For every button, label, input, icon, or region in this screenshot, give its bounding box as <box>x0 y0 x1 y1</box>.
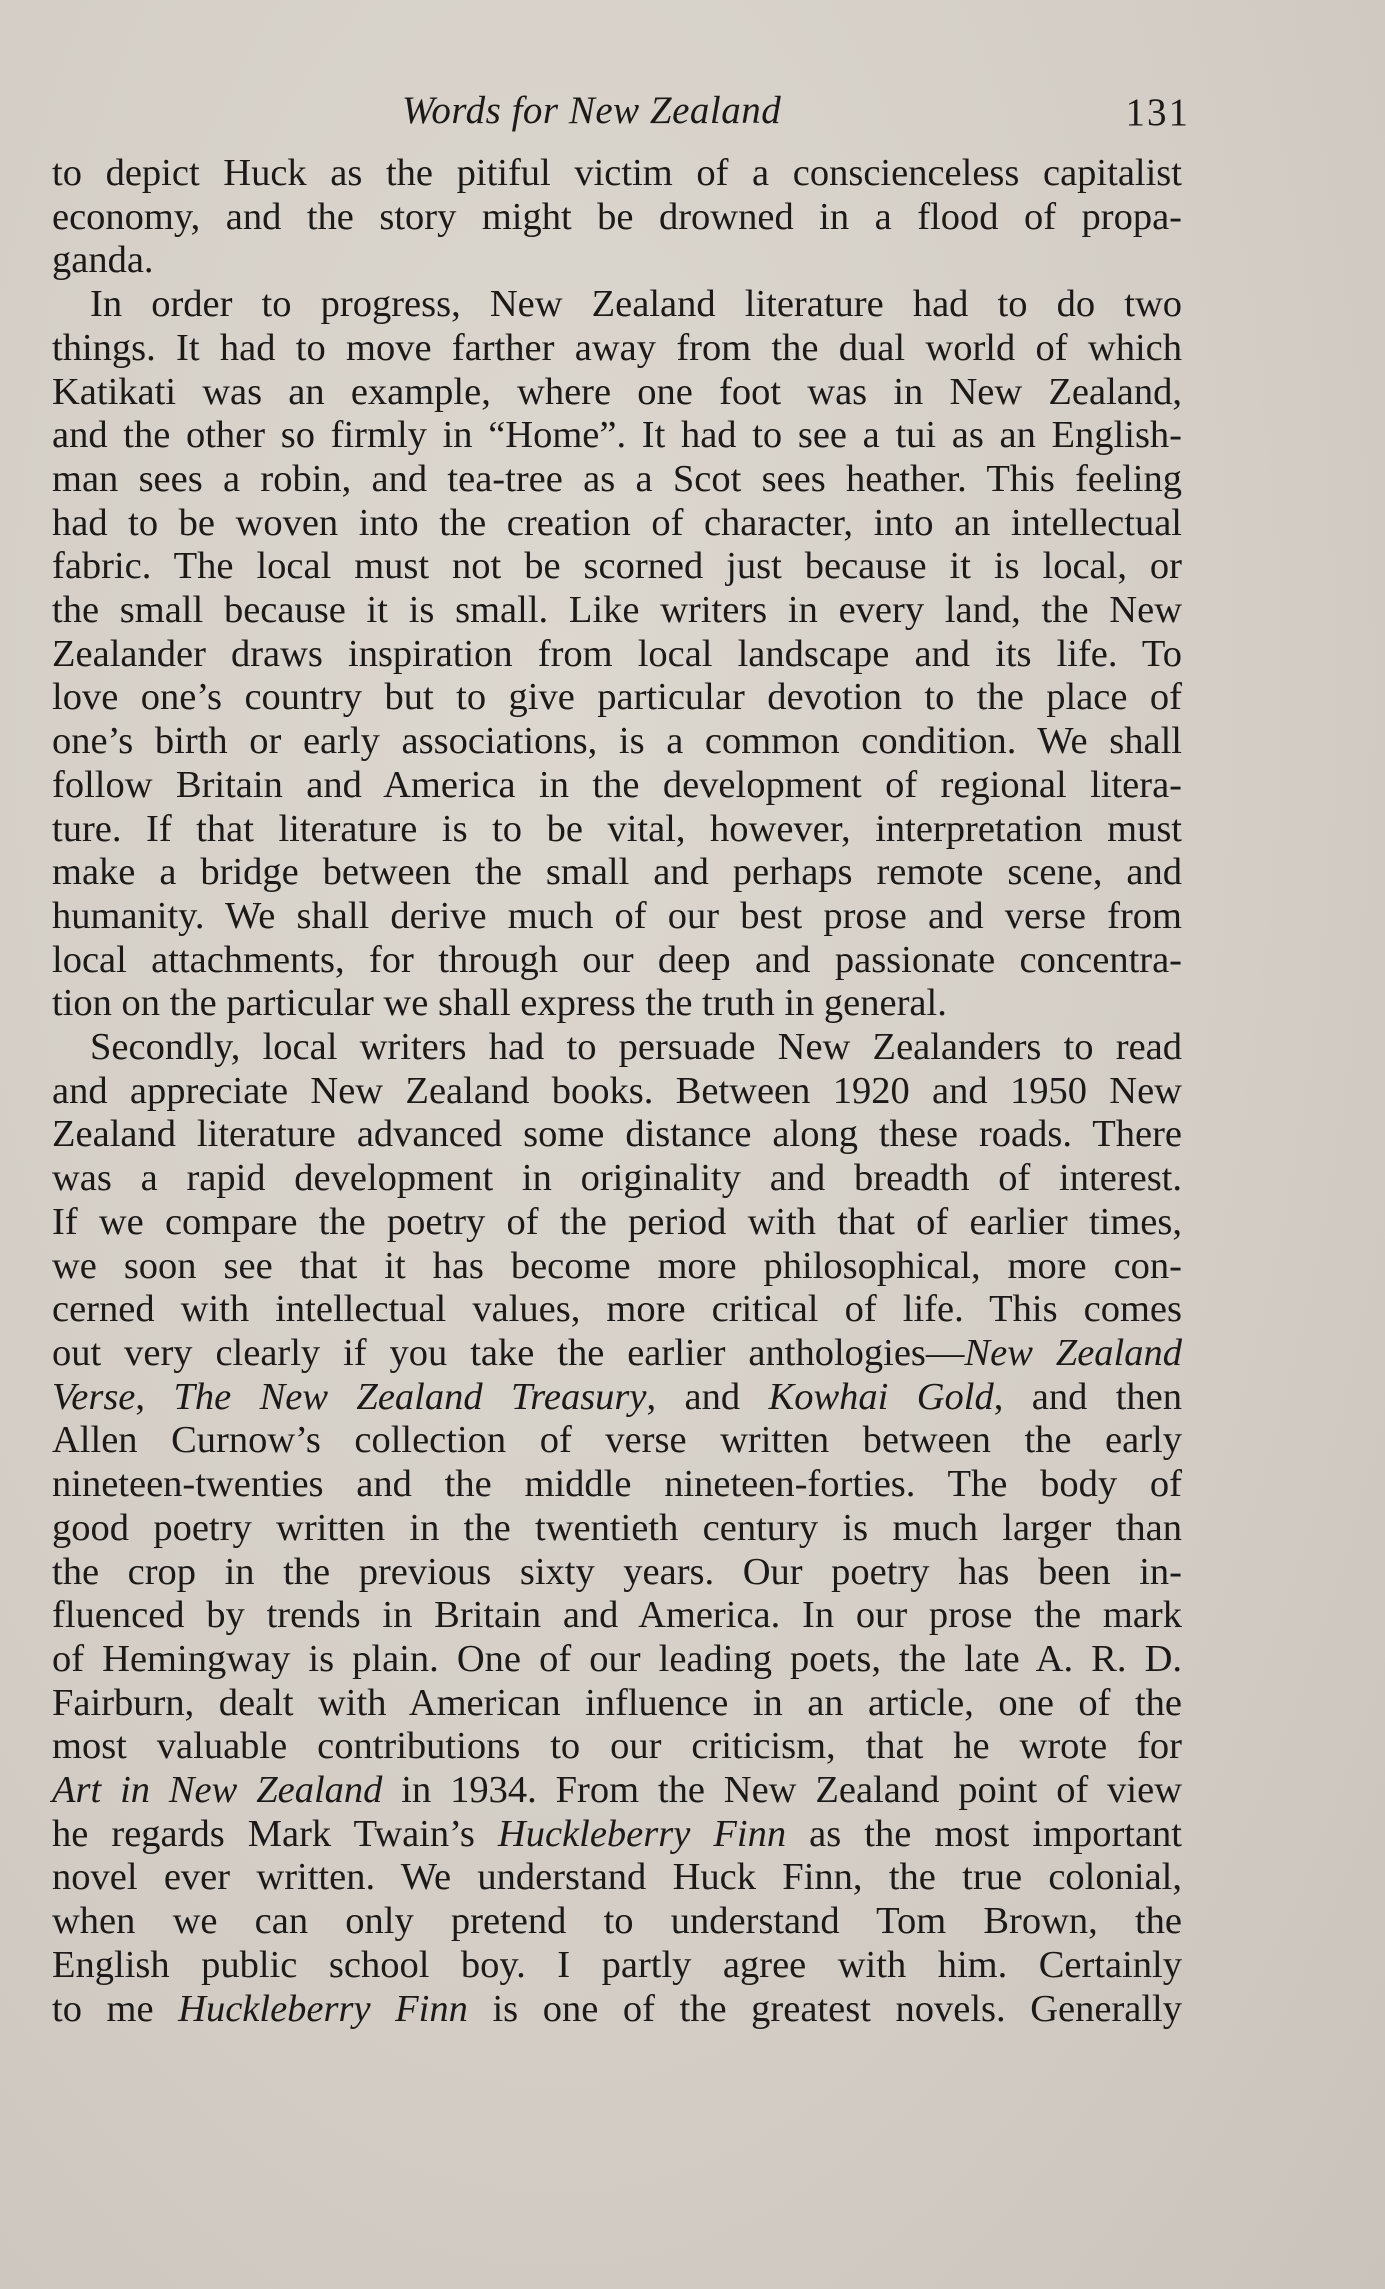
text-line: and the other so firmly in “Home”. It had to see a tui as an English- <box>52 414 1182 457</box>
text-line: humanity. We shall derive much of our best prose and verse from <box>52 894 1182 937</box>
text-line <box>52 1332 1182 1376</box>
text-line: Allen Curnow’s collection of verse written between the early <box>52 1419 1182 1462</box>
text-line: of Hemingway is plain. One of our leading poets, the late A. R. D. <box>52 1637 1182 1680</box>
text-line: love one’s country but to give particular devotion to the place of <box>52 676 1182 719</box>
text-line <box>52 1813 1182 1857</box>
publication-title: Art in New Zealand <box>52 1769 383 1812</box>
book-page <box>52 80 1190 2031</box>
text-line: local attachments, for through our deep and passionate concentra- <box>52 938 1182 981</box>
text-line: make a bridge between the small and perhaps remote scene, and <box>52 851 1182 894</box>
text-segment: in 1934. From the New Zealand point of view <box>382 1769 1182 1812</box>
text-line: Katikati was an example, where one foot was in New Zealand, <box>52 370 1182 413</box>
text-line <box>52 1376 1182 1420</box>
anthology-title: Verse <box>52 1375 136 1418</box>
text-line: and appreciate New Zealand books. Between 1920 and 1950 New <box>52 1069 1182 1112</box>
text-line <box>52 1769 1182 1813</box>
text-line: If we compare the poetry of the period with that of earlier times, <box>52 1200 1182 1243</box>
text-segment: he regards Mark Twain’s <box>52 1812 498 1855</box>
text-line: Zealand literature advanced some distance along these roads. There <box>52 1113 1182 1156</box>
text-segment: , <box>135 1375 174 1418</box>
text-line: fabric. The local must not be scorned just because it is local, or <box>52 545 1182 588</box>
text-line: good poetry written in the twentieth century is much larger than <box>52 1506 1182 1549</box>
page-number: 131 <box>1125 91 1190 134</box>
novel-title: Huckleberry Finn <box>497 1812 787 1855</box>
text-segment: out very clearly if you take the earlier anthologies— <box>52 1331 965 1374</box>
text-line: economy, and the story might be drowned in a flood of propa- <box>52 195 1182 238</box>
text-segment: is one of the greatest novels. Generally <box>467 1987 1182 2030</box>
text-line: man sees a robin, and tea-tree as a Scot sees heather. This feeling <box>52 457 1182 500</box>
text-line: things. It had to move farther away from the dual world of which <box>52 326 1182 369</box>
text-line: fluenced by trends in Britain and America. In our prose the mark <box>52 1594 1182 1637</box>
text-segment: to me <box>52 1987 179 2030</box>
text-line: Zealander draws inspiration from local landscape and its life. To <box>52 632 1182 675</box>
text-line <box>52 1988 1182 2032</box>
text-line: English public school boy. I partly agree with him. Certainly <box>52 1943 1182 1986</box>
anthology-title: New Zealand <box>964 1331 1182 1374</box>
text-line: when we can only pretend to understand Tom Brown, the <box>52 1900 1182 1943</box>
text-line: was a rapid development in originality and breadth of interest. <box>52 1157 1182 1200</box>
anthology-title: The New Zealand Treasury <box>173 1375 647 1418</box>
running-head <box>52 80 1190 152</box>
text-line: the crop in the previous sixty years. Our poetry has been in- <box>52 1550 1182 1593</box>
text-line: cerned with intellectual values, more critical of life. This comes <box>52 1288 1182 1331</box>
text-line: ture. If that literature is to be vital, however, interpretation must <box>52 807 1182 850</box>
text-line: In order to progress, New Zealand literature had to do two <box>90 283 1182 326</box>
text-line: the small because it is small. Like writers in every land, the New <box>52 589 1182 632</box>
text-line: ganda. <box>52 239 154 282</box>
anthology-title: Kowhai Gold <box>768 1375 994 1418</box>
text-segment: as the most important <box>786 1812 1182 1855</box>
text-line: tion on the particular we shall express the truth in general. <box>52 982 947 1025</box>
text-line: we soon see that it has become more philosophical, more con- <box>52 1244 1182 1287</box>
text-line: most valuable contributions to our criticism, that he wrote for <box>52 1725 1182 1768</box>
text-line: nineteen-twenties and the middle nineteen-forties. The body of <box>52 1463 1182 1506</box>
text-line: one’s birth or early associations, is a common condition. We shall <box>52 720 1182 763</box>
novel-title: Huckleberry Finn <box>178 1987 468 2030</box>
text-line: follow Britain and America in the development of regional litera- <box>52 763 1182 806</box>
text-line: to depict Huck as the pitiful victim of a conscienceless capitalist <box>52 152 1182 194</box>
running-title: Words for New Zealand <box>402 89 782 132</box>
body-text <box>52 152 1182 2031</box>
text-line: novel ever written. We understand Huck Finn, the true colonial, <box>52 1856 1182 1899</box>
text-segment: , and <box>646 1375 769 1418</box>
paragraph-3 <box>52 1026 1182 2031</box>
text-segment: , and then <box>993 1375 1183 1418</box>
paragraph-2 <box>52 283 1182 1026</box>
text-line: had to be woven into the creation of character, into an intellectual <box>52 501 1182 544</box>
text-line: Fairburn, dealt with American influence in an article, one of the <box>52 1681 1182 1724</box>
text-line: Secondly, local writers had to persuade New Zealanders to read <box>90 1026 1182 1069</box>
paragraph-1 <box>52 152 1182 283</box>
